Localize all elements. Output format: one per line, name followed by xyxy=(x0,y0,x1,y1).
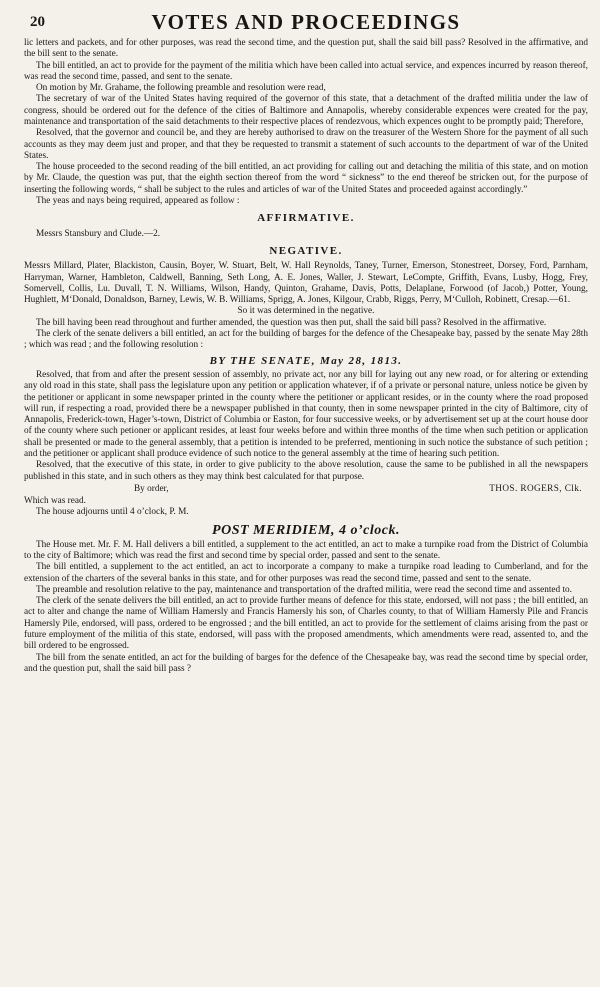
running-title: VOTES AND PROCEEDINGS xyxy=(151,10,461,34)
signature-line xyxy=(24,483,588,496)
paragraph: The yeas and nays being required, appeared as follow : xyxy=(36,195,240,206)
paragraph: The bill having been read throughout and further amended, the question was then put, shall the said bill pass? Resolved in the affirmative. xyxy=(36,317,547,328)
affirmative-heading: AFFIRMATIVE. xyxy=(257,212,355,225)
paragraph: The bill entitled, an act to provide for the payment of the militia which have been called into actual service, and expences incurred by reason thereof, was read the second time, passed, and sent to the senate. xyxy=(24,60,588,82)
paragraph: Resolved, that from and after the present session of assembly, no private act, nor any bill for laying out any new road, or for altering or extending any old road in this state, shall pass the legislature upon any petition or application whatever, if of a private or personal nature, unless notice be given by the petitioner or applicant in some newspaper printed in the county where the petitioner or applicant resides, or in the county where the road proposed will run, if respecting a road, provided there be a newspaper published in that county, then in some newspaper printed in the city of Baltimore, city of Annapolis, Frederick-town, Hager’s-town, District of Columbia or Easton, for four successive weeks, or by advertisement set up at the court house door of the county where such petioner or applicant resides, at least four weeks before and within three months of the time when such petition or application shall be presented or made to the general assembly, that a petition is intended to be preferred, mentioning in such notice the substance of such petition ; and the petitioner or applicant shall produce evidence of such notice to the general assembly at the time of hearing such petition. xyxy=(24,369,588,459)
paragraph: The clerk of the senate delivers a bill entitled, an act for the building of barges for the defence of the Chesapeake bay, passed by the senate May 28th ; which was read ; and the following resolution : xyxy=(24,329,588,351)
paragraph: The clerk of the senate delivers the bill entitled, an act to provide further means of defence for this state, endorsed, will not pass ; the bill entitled, an act to alter and change the name of William Hamersly and Francis Hamersly his son, of Charles county, to that of William Hamersly Pile and Francis Hamersly Pile, endorsed, will pass, ordered to be engrossed ; and the bill entitled, an act to provide for the settlement of claims arising from the past or future employment of the militia of this state, endorsed, will pass with the proposed amendments, which amendments were read, assented to, and the bill ordered to be engrossed. xyxy=(24,596,588,652)
affirmative-votes: Messrs Stansbury and Clude.—2. xyxy=(36,228,161,239)
paragraph: lic letters and packets, and for other purposes, was read the second time, and the question put, shall the said bill pass? Resolved in the affirmative, and the bill sent to the senate. xyxy=(24,38,588,60)
negative-heading: NEGATIVE. xyxy=(269,244,343,257)
paragraph: The preamble and resolution relative to the pay, maintenance and transportation of the drafted militia, were read the second time and assented to. xyxy=(36,584,572,595)
paragraph: Resolved, that the governor and council be, and they are hereby authorised to draw on the treasurer of the Western Shore for the payment of all such accounts as they may deem just and proper, and that they be requested to transmit a statement of such accounts to the department of war of the United States. xyxy=(24,128,588,161)
post-meridiem-heading: POST MERIDIEM, 4 o’clock. xyxy=(212,522,400,538)
signature-clerk: THOS. ROGERS, Clk. xyxy=(489,483,582,494)
page-header xyxy=(24,8,588,38)
paragraph: The House met. Mr. F. M. Hall delivers a bill entitled, a supplement to the act entitled, an act to make a turnpike road from the District of Columbia to the city of Baltimore; which was read the first and second time by special order, passed and sent to the senate. xyxy=(24,539,588,561)
paragraph: The house adjourns until 4 o’clock, P. M. xyxy=(36,507,189,518)
senate-heading: BY THE SENATE, May 28, 1813. xyxy=(209,354,403,367)
document-body xyxy=(24,38,588,675)
paragraph: Resolved, that the executive of this state, in order to give publicity to the above resolution, cause the same to be published in all the newspapers published in this state, and in such others as they may think best calculated for that purpose. xyxy=(24,460,588,482)
signature-by-order: By order, xyxy=(134,483,169,494)
paragraph: The house proceeded to the second reading of the bill entitled, an act providing for calling out and detaching the militia of this state, and on motion by Mr. Claude, the question was put, that the eighth section thereof from the word “ sickness” to the end thereof be stricken out, for the purpose of inserting the following words, “ shall be subject to the rules and articles of war of the United States and proceeded against accordingly.” xyxy=(24,162,588,195)
page-number: 20 xyxy=(30,14,45,30)
paragraph: The bill entitled, a supplement to the act entitled, an act to incorporate a company to make a turnpike road leading to Cumberland, and for the extension of the charters of the several banks in this state, and for other purposes was read the second time, passed and sent to the senate. xyxy=(24,562,588,584)
paragraph: On motion by Mr. Grahame, the following preamble and resolution were read, xyxy=(36,83,326,94)
vote-determination: So it was determined in the negative. xyxy=(237,306,375,317)
negative-votes: Messrs Millard, Plater, Blackiston, Causin, Boyer, W. Stuart, Belt, W. Hall Reynolds, Taney, Turner, Emerson, Stonestreet, Dorsey, Ford, Parnham, Harryman, Warner, Hambleton, Caldwell, Banning, Seth Long, A. E. Jones, Waller, J. Stewart, LeCompte, Griffith, Evans, Lusby, Hogg, Frey, Somervell, Collis, Lu. Duvall, T. N. Williams, Wilson, Handy, Quinton, Grahame, Davis, Potts, Delaplane, Forwood (of Jacob,) Potter, Young, Hughlett, M‘Donald, Donaldson, Barney, Lewis, W. B. Williams, Sprigg, A. Jones, Kilgour, Crabb, Riggs, Perry, M‘Culloh, Robinett, Cresap.—61. xyxy=(24,261,588,306)
paragraph: The secretary of war of the United States having required of the governor of this state, that a detachment of the drafted militia under the law of congress, should be ordered out for the defence of the cities of Baltimore and Annapolis, whereby considerable expences were created for the pay, maintenance and transportation of the said detachments to their respective places of rendezvous, which expences ought to be promptly paid; Therefore, xyxy=(24,94,588,127)
paragraph: The bill from the senate entitled, an act for the building of barges for the defence of the Chesapeake bay, was read the second time by special order, and the question put, shall the said bill pass ? xyxy=(24,652,588,674)
paragraph: Which was read. xyxy=(24,496,86,507)
